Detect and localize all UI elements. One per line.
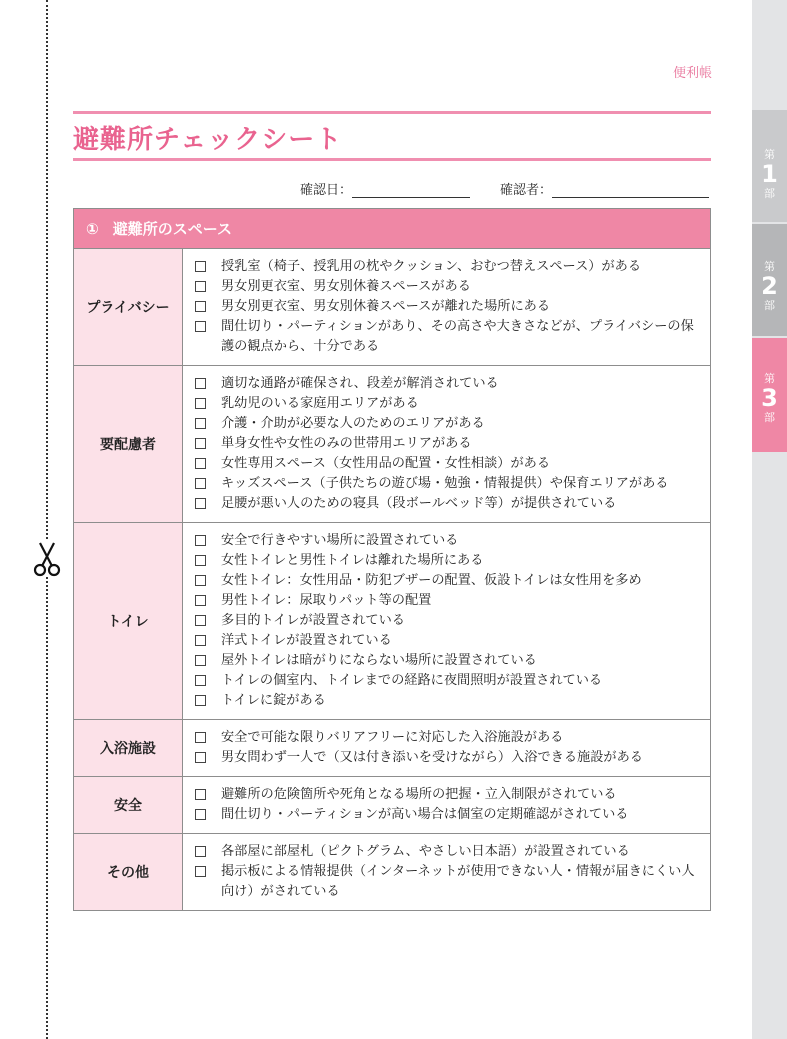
checklist-item <box>195 494 702 514</box>
title-rule-top <box>73 111 711 114</box>
confirm-date <box>300 179 470 198</box>
checklist-item <box>195 571 702 591</box>
checkbox[interactable] <box>195 555 206 566</box>
section-title: 避難所のスペース <box>112 220 232 238</box>
checklist-items <box>183 523 710 719</box>
checklist-item <box>195 374 702 394</box>
checklist-rows <box>74 249 710 910</box>
checklist-item-text: 適切な通路が確保され、段差が解消されている <box>221 376 499 391</box>
checkbox[interactable] <box>195 418 206 429</box>
section-header <box>74 209 710 249</box>
checklist-item <box>195 651 702 671</box>
checkbox[interactable] <box>195 635 206 646</box>
confirm-date-label: 確認日： <box>300 183 353 198</box>
confirm-date-field[interactable] <box>352 184 470 198</box>
checkbox[interactable] <box>195 281 206 292</box>
side-tab-part-1[interactable]: 第 1 部 <box>752 110 787 222</box>
checklist-item <box>195 317 702 357</box>
checkbox[interactable] <box>195 655 206 666</box>
checkbox[interactable] <box>195 809 206 820</box>
checklist-item <box>195 474 702 494</box>
checklist-item <box>195 748 702 768</box>
checklist-item-text: トイレに錠がある <box>221 693 326 708</box>
checklist-item <box>195 671 702 691</box>
checklist-item-text: 介護・介助が必要な人のためのエリアがある <box>221 416 485 431</box>
confirm-person-label: 確認者： <box>500 183 553 198</box>
checkbox[interactable] <box>195 866 206 877</box>
checkbox[interactable] <box>195 615 206 626</box>
checklist-items <box>183 366 710 522</box>
checklist-item-text: 男女別更衣室、男女別休養スペースがある <box>221 279 471 294</box>
checkbox[interactable] <box>195 301 206 312</box>
checklist-item-text: 間仕切り・パーティションが高い場合は個室の定期確認がされている <box>221 807 629 822</box>
checklist-row <box>74 776 710 833</box>
side-tab-part-3-active[interactable]: 第 3 部 <box>752 338 787 452</box>
cut-guide-dotted-line <box>46 0 48 1039</box>
checklist-item-text: 洋式トイレが設置されている <box>221 633 392 648</box>
checklist-item <box>195 257 702 277</box>
checklist-item <box>195 434 702 454</box>
side-tab-part-2[interactable]: 第 2 部 <box>752 224 787 336</box>
checklist-item-text: 女性専用スペース（女性用品の配置・女性相談）がある <box>221 456 551 471</box>
checklist-item-text: 男女問わず一人で（又は付き添いを受けながら）入浴できる施設がある <box>221 750 643 765</box>
checklist-items <box>183 249 710 365</box>
checklist-item-text: 乳幼児のいる家庭用エリアがある <box>221 396 419 411</box>
checklist-item-text: 授乳室（椅子、授乳用の枕やクッション、おむつ替えスペース）がある <box>221 259 642 274</box>
handbook-label: 便利帳 <box>672 66 712 81</box>
checklist-item <box>195 591 702 611</box>
checkbox[interactable] <box>195 498 206 509</box>
checklist-item-text: キッズスペース（子供たちの遊び場・勉強・情報提供）や保育エリアがある <box>221 476 669 491</box>
checkbox[interactable] <box>195 378 206 389</box>
checkbox[interactable] <box>195 398 206 409</box>
checkbox[interactable] <box>195 732 206 743</box>
checklist-item <box>195 611 702 631</box>
category-label: その他 <box>74 834 183 910</box>
category-label: トイレ <box>74 523 183 719</box>
checklist-item-text: 単身女性や女性のみの世帯用エリアがある <box>221 436 472 451</box>
checkbox[interactable] <box>195 438 206 449</box>
checklist-item-text: 多目的トイレが設置されている <box>221 613 405 628</box>
checkbox[interactable] <box>195 846 206 857</box>
checklist-item <box>195 691 702 711</box>
checkbox[interactable] <box>195 695 206 706</box>
checkbox[interactable] <box>195 789 206 800</box>
checklist-item-text: 安全で行きやすい場所に設置されている <box>221 533 459 548</box>
checklist-item-text: 避難所の危険箇所や死角となる場所の把握・立入制限がされている <box>221 787 617 802</box>
checklist-row <box>74 719 710 776</box>
checklist-item-text: 屋外トイレは暗がりにならない場所に設置されている <box>221 653 537 668</box>
checklist-item <box>195 454 702 474</box>
confirm-person <box>500 179 709 198</box>
checklist-item <box>195 297 702 317</box>
checkbox[interactable] <box>195 675 206 686</box>
checklist-item-text: 女性トイレ：女性用品・防犯ブザーの配置、仮設トイレは女性用を多め <box>221 573 642 588</box>
checkbox[interactable] <box>195 595 206 606</box>
checkbox[interactable] <box>195 752 206 763</box>
checklist-item <box>195 631 702 651</box>
confirm-person-field[interactable] <box>552 184 709 198</box>
checklist-items <box>183 777 710 833</box>
checklist-item-text: トイレの個室内、トイレまでの経路に夜間照明が設置されている <box>221 673 603 688</box>
checklist-item <box>195 805 702 825</box>
checklist-row <box>74 522 710 719</box>
checkbox[interactable] <box>195 321 206 332</box>
checklist-item-text: 男女別更衣室、男女別休養スペースが離れた場所にある <box>221 299 551 314</box>
checklist-items <box>183 834 710 910</box>
checkbox[interactable] <box>195 535 206 546</box>
category-label: 安全 <box>74 777 183 833</box>
checklist-item <box>195 785 702 805</box>
checklist-item <box>195 414 702 434</box>
section-number: ① <box>86 220 99 238</box>
checklist-item-text: 女性トイレと男性トイレは離れた場所にある <box>221 553 484 568</box>
checklist-row <box>74 249 710 365</box>
checklist-item <box>195 277 702 297</box>
page-title: 避難所チェックシート <box>73 125 343 155</box>
category-label: 要配慮者 <box>74 366 183 522</box>
checklist-item-text: 間仕切り・パーティションがあり、その高さや大きさなどが、プライバシーの保護の観点から、十分である <box>221 319 694 354</box>
checklist-item <box>195 862 702 902</box>
checklist-items <box>183 720 710 776</box>
checkbox[interactable] <box>195 261 206 272</box>
checklist-item <box>195 531 702 551</box>
checklist-item <box>195 842 702 862</box>
checklist-item <box>195 394 702 414</box>
checkbox[interactable] <box>195 478 206 489</box>
checklist-table <box>73 208 711 911</box>
checklist-row <box>74 365 710 522</box>
checklist-item <box>195 551 702 571</box>
category-label: 入浴施設 <box>74 720 183 776</box>
checkbox[interactable] <box>195 458 206 469</box>
checkbox[interactable] <box>195 575 206 586</box>
category-label: プライバシー <box>74 249 183 365</box>
title-rule-bottom <box>73 158 711 161</box>
checklist-item-text: 足腰が悪い人のための寝具（段ボールベッド等）が提供されている <box>221 496 617 511</box>
checklist-item-text: 男性トイレ：尿取りパット等の配置 <box>221 593 432 608</box>
checklist-item-text: 掲示板による情報提供（インターネットが使用できない人・情報が届きにくい人向け）がされている <box>221 864 695 899</box>
checklist-row <box>74 833 710 910</box>
checklist-item-text: 各部屋に部屋札（ピクトグラム、やさしい日本語）が設置されている <box>221 844 630 859</box>
scissors-icon <box>31 541 63 577</box>
checklist-item <box>195 728 702 748</box>
checklist-item-text: 安全で可能な限りバリアフリーに対応した入浴施設がある <box>221 730 564 745</box>
